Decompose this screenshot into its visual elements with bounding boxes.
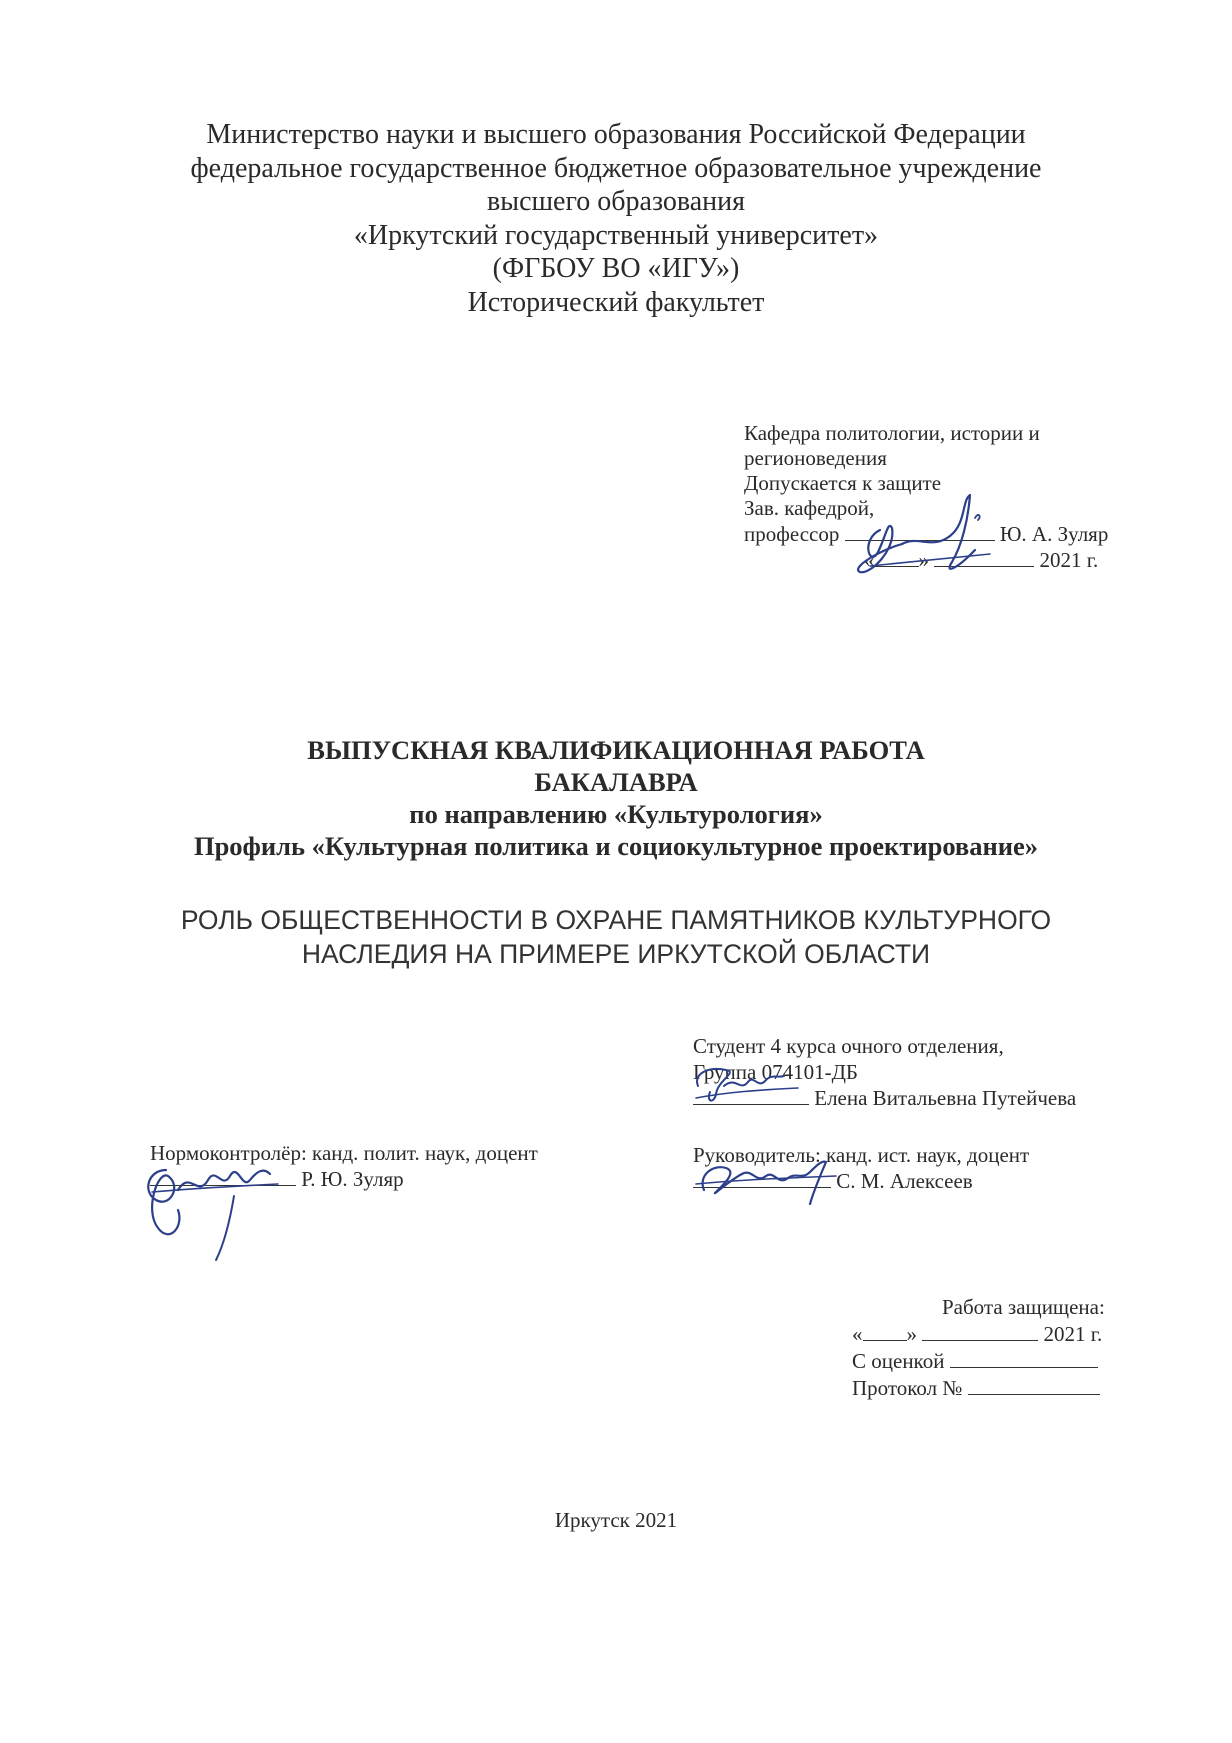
thesis-direction: по направлению «Культурология» — [409, 799, 823, 829]
protocol-label: Протокол № — [852, 1376, 963, 1400]
protocol-row — [852, 1375, 1105, 1402]
normcontrol-signature — [138, 1140, 288, 1270]
header-ministry: Министерство науки и высшего образования Российской Федерации — [206, 119, 1026, 150]
header-faculty: Исторический факультет — [467, 286, 765, 318]
supervisor-signature — [686, 1150, 846, 1210]
grade-label: С оценкой — [852, 1349, 945, 1373]
city-year: Иркутск 2021 — [554, 1508, 678, 1532]
defense-date-row — [852, 1321, 1105, 1348]
department-line-1: Кафедра политологии, истории и — [744, 421, 1040, 445]
admission-status: Допускается к защите — [744, 471, 942, 495]
supervisor-name: С. М. Алексеев — [836, 1169, 973, 1193]
head-position: профессор — [744, 521, 840, 546]
day-line — [863, 1321, 907, 1341]
header-university-abbr: (ФГБОУ ВО «ИГУ») — [492, 253, 740, 284]
date-quote-open: « — [864, 547, 875, 572]
defense-block — [852, 1294, 1105, 1402]
head-of-department: Зав. кафедрой, — [744, 496, 875, 520]
month-line — [922, 1321, 1038, 1341]
thesis-profile: Профиль «Культурная политика и социокультурное проектирование» — [193, 831, 1039, 861]
defense-status: Работа защищена: — [942, 1295, 1105, 1319]
date-quote-close: » — [906, 1322, 917, 1346]
date-quote-open: « — [852, 1322, 863, 1346]
header-education-level: высшего образования — [487, 186, 745, 217]
date-quote-close: » — [918, 547, 929, 572]
admission-year: 2021 г. — [1039, 547, 1099, 572]
thesis-title-block — [0, 734, 1232, 862]
thesis-type: ВЫПУСКНАЯ КВАЛИФИКАЦИОННАЯ РАБОТА — [307, 735, 925, 765]
student-signature — [688, 1056, 808, 1112]
defense-year: 2021 г. — [1043, 1322, 1103, 1346]
thesis-degree: БАКАЛАВРА — [534, 767, 698, 797]
grade-line — [950, 1348, 1098, 1368]
grade-row — [852, 1348, 1105, 1375]
header-university-name: «Иркутский государственный университет» — [353, 219, 879, 251]
student-name: Елена Витальевна Путейчева — [814, 1086, 1077, 1110]
normcontrol-name: Р. Ю. Зуляр — [301, 1167, 404, 1191]
topic-line-1: РОЛЬ ОБЩЕСТВЕННОСТИ В ОХРАНЕ ПАМЯТНИКОВ КУЛЬТУРНОГО — [180, 905, 1052, 935]
institution-header — [0, 118, 1232, 319]
normcontrol-title: Нормоконтролёр: канд. полит. наук, доцент — [150, 1141, 538, 1165]
department-line-2: регионоведения — [744, 446, 887, 470]
head-signature — [840, 490, 1020, 600]
head-name: Ю. А. Зуляр — [999, 521, 1109, 546]
student-group: Группа 074101-ДБ — [693, 1060, 858, 1084]
topic-line-2: НАСЛЕДИЯ НА ПРИМЕРЕ ИРКУТСКОЙ ОБЛАСТИ — [301, 939, 931, 969]
student-course: Студент 4 курса очного отделения, — [693, 1034, 1004, 1058]
thesis-topic — [0, 903, 1232, 971]
header-institution-type: федеральное государственное бюджетное образовательное учреждение — [190, 152, 1042, 184]
supervisor-title: Руководитель: канд. ист. наук, доцент — [693, 1143, 1030, 1167]
protocol-line — [968, 1375, 1100, 1395]
